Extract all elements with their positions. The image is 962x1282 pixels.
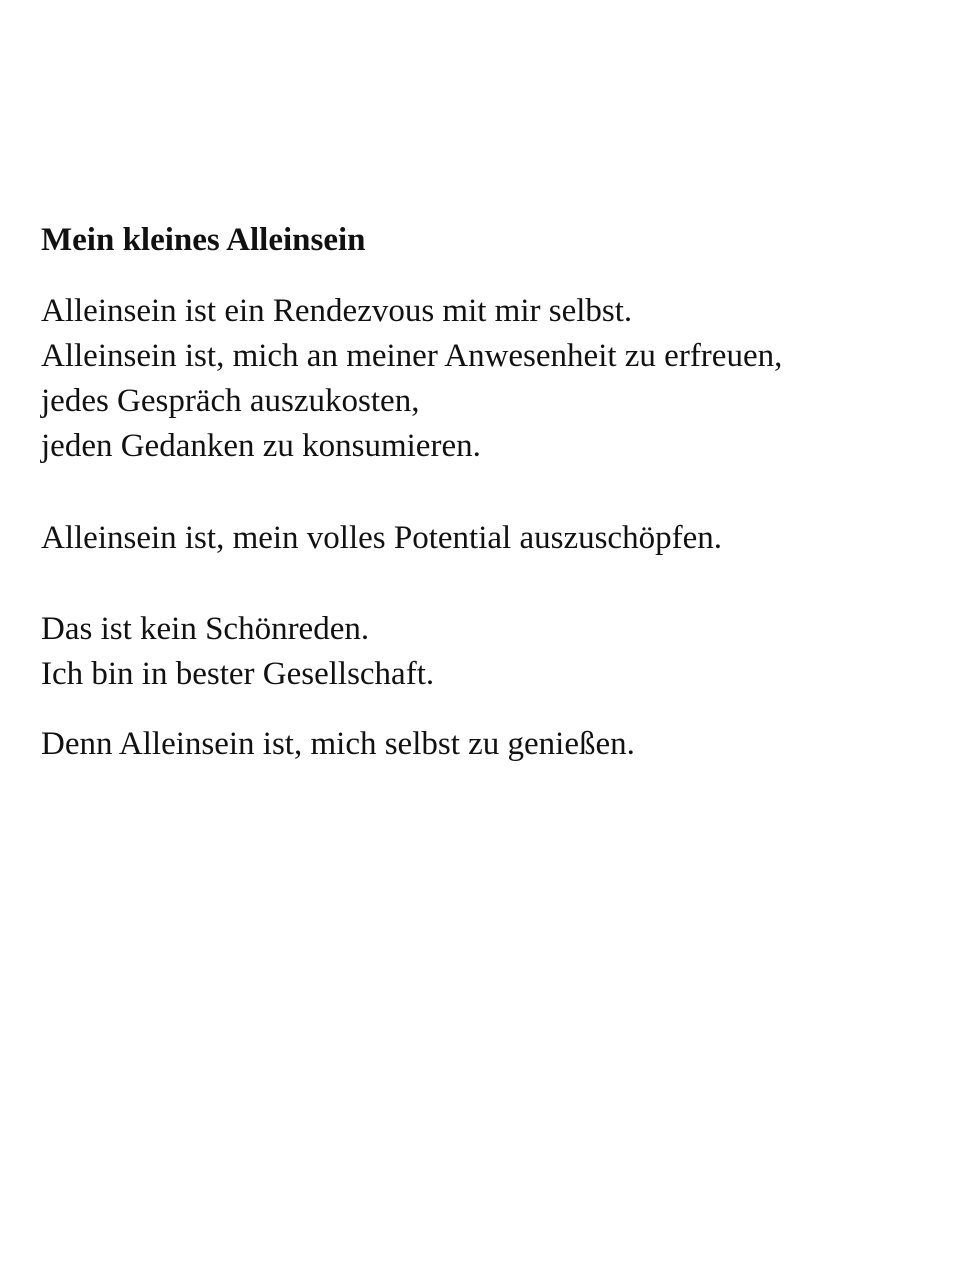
poem-line: Alleinsein ist, mich an meiner Anwesenheit zu erfreuen,	[41, 338, 783, 374]
poem-line: jedes Gespräch auszukosten,	[41, 383, 420, 419]
poem-line: Denn Alleinsein ist, mich selbst zu genießen.	[41, 726, 635, 762]
poem-line: Alleinsein ist, mein volles Potential auszuschöpfen.	[41, 520, 722, 556]
poem-title: Mein kleines Alleinsein	[41, 222, 366, 258]
poem-line: Alleinsein ist ein Rendezvous mit mir selbst.	[41, 293, 633, 329]
poem-line: jeden Gedanken zu konsumieren.	[41, 428, 481, 464]
poem-line: Das ist kein Schönreden.	[41, 611, 370, 647]
poem-line: Ich bin in bester Gesellschaft.	[41, 656, 435, 692]
